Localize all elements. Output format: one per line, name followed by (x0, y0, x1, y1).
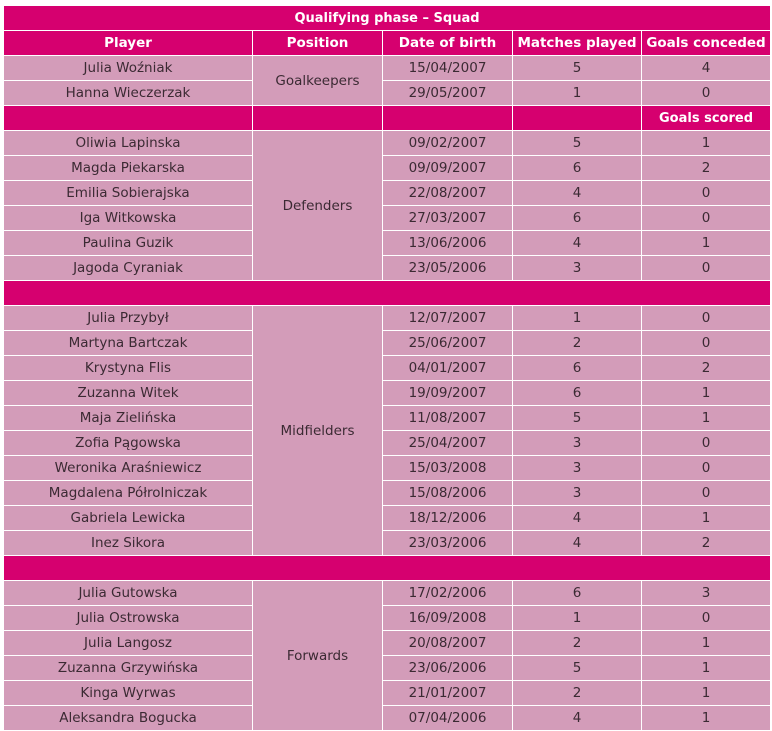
table-row (4, 356, 771, 381)
player-name: Jagoda Cyraniak (4, 256, 253, 281)
matches-played: 6 (513, 156, 642, 181)
table-row (4, 506, 771, 531)
goals-scored: 1 (642, 406, 771, 431)
date-of-birth: 15/08/2006 (383, 481, 513, 506)
goals-scored: 1 (642, 681, 771, 706)
table-row (4, 381, 771, 406)
player-name: Paulina Guzik (4, 231, 253, 256)
table-row (4, 431, 771, 456)
player-name: Zofia Pągowska (4, 431, 253, 456)
player-name: Julia Przybył (4, 306, 253, 331)
matches-played: 6 (513, 206, 642, 231)
table-row (4, 131, 771, 156)
matches-played: 4 (513, 181, 642, 206)
date-of-birth: 25/06/2007 (383, 331, 513, 356)
goals-scored: 2 (642, 156, 771, 181)
player-name: Iga Witkowska (4, 206, 253, 231)
date-of-birth: 09/02/2007 (383, 131, 513, 156)
position-label: Forwards (253, 581, 383, 731)
matches-played: 6 (513, 581, 642, 606)
goals-scored: 1 (642, 506, 771, 531)
table-row (4, 706, 771, 731)
goals-scored: 1 (642, 231, 771, 256)
goals-scored: 0 (642, 431, 771, 456)
date-of-birth: 20/08/2007 (383, 631, 513, 656)
position-label: Defenders (253, 131, 383, 281)
date-of-birth: 09/09/2007 (383, 156, 513, 181)
column-header-row (4, 31, 771, 56)
matches-played: 5 (513, 131, 642, 156)
date-of-birth: 16/09/2008 (383, 606, 513, 631)
matches-played: 1 (513, 306, 642, 331)
group-separator (4, 281, 771, 306)
date-of-birth: 18/12/2006 (383, 506, 513, 531)
goals-scored: 1 (642, 656, 771, 681)
date-of-birth: 17/02/2006 (383, 581, 513, 606)
table-row (4, 606, 771, 631)
position-label: Goalkeepers (253, 56, 383, 106)
player-name: Julia Ostrowska (4, 606, 253, 631)
date-of-birth: 12/07/2007 (383, 306, 513, 331)
matches-played: 3 (513, 431, 642, 456)
date-of-birth: 23/05/2006 (383, 256, 513, 281)
date-of-birth: 25/04/2007 (383, 431, 513, 456)
table-row (4, 656, 771, 681)
group-separator (4, 556, 771, 581)
table-row (4, 256, 771, 281)
player-name: Martyna Bartczak (4, 331, 253, 356)
matches-played: 2 (513, 681, 642, 706)
date-of-birth: 21/01/2007 (383, 681, 513, 706)
table-row (4, 181, 771, 206)
table-row (4, 331, 771, 356)
table-row (4, 231, 771, 256)
goals-scored: 0 (642, 256, 771, 281)
header-spacer-cell (253, 106, 383, 131)
goals-scored: 0 (642, 206, 771, 231)
goals-scored-header-row (4, 106, 771, 131)
position-label: Midfielders (253, 306, 383, 556)
player-name: Julia Woźniak (4, 56, 253, 81)
date-of-birth: 22/08/2007 (383, 181, 513, 206)
table-title-row (4, 6, 771, 31)
matches-played: 2 (513, 631, 642, 656)
table-row (4, 581, 771, 606)
goals-scored: 0 (642, 456, 771, 481)
player-name: Zuzanna Witek (4, 381, 253, 406)
table-row (4, 481, 771, 506)
matches-played: 1 (513, 606, 642, 631)
player-name: Julia Langosz (4, 631, 253, 656)
goals-scored: 3 (642, 581, 771, 606)
header-spacer-cell (4, 106, 253, 131)
goals-scored: 0 (642, 481, 771, 506)
goals-scored: 1 (642, 631, 771, 656)
player-name: Julia Gutowska (4, 581, 253, 606)
goals-scored: 1 (642, 131, 771, 156)
goals-scored: 1 (642, 706, 771, 731)
matches-played: 5 (513, 56, 642, 81)
goals-scored: 1 (642, 381, 771, 406)
goals-scored: 2 (642, 531, 771, 556)
goals-scored: 0 (642, 181, 771, 206)
header-matches-played: Matches played (513, 31, 642, 56)
matches-played: 6 (513, 356, 642, 381)
goals-scored: 0 (642, 331, 771, 356)
table-row (4, 206, 771, 231)
player-name: Hanna Wieczerzak (4, 81, 253, 106)
player-name: Aleksandra Bogucka (4, 706, 253, 731)
player-name: Zuzanna Grzywińska (4, 656, 253, 681)
matches-played: 3 (513, 456, 642, 481)
goals-conceded: 4 (642, 56, 771, 81)
table-row (4, 56, 771, 81)
table-row (4, 156, 771, 181)
matches-played: 4 (513, 706, 642, 731)
date-of-birth: 04/01/2007 (383, 356, 513, 381)
date-of-birth: 15/03/2008 (383, 456, 513, 481)
date-of-birth: 11/08/2007 (383, 406, 513, 431)
date-of-birth: 29/05/2007 (383, 81, 513, 106)
header-position: Position (253, 31, 383, 56)
matches-played: 4 (513, 231, 642, 256)
group-separator-bar (4, 281, 771, 306)
header-spacer-cell (513, 106, 642, 131)
header-goals-conceded: Goals conceded (642, 31, 771, 56)
date-of-birth: 15/04/2007 (383, 56, 513, 81)
table-row (4, 531, 771, 556)
player-name: Kinga Wyrwas (4, 681, 253, 706)
player-name: Magdalena Półrolniczak (4, 481, 253, 506)
table-row (4, 631, 771, 656)
squad-table (3, 5, 771, 731)
player-name: Gabriela Lewicka (4, 506, 253, 531)
matches-played: 5 (513, 406, 642, 431)
player-name: Maja Zielińska (4, 406, 253, 431)
date-of-birth: 23/06/2006 (383, 656, 513, 681)
header-spacer-cell (383, 106, 513, 131)
table-row (4, 81, 771, 106)
table-row (4, 456, 771, 481)
date-of-birth: 27/03/2007 (383, 206, 513, 231)
player-name: Magda Piekarska (4, 156, 253, 181)
table-row (4, 406, 771, 431)
date-of-birth: 13/06/2006 (383, 231, 513, 256)
matches-played: 6 (513, 381, 642, 406)
player-name: Inez Sikora (4, 531, 253, 556)
matches-played: 1 (513, 81, 642, 106)
table-row (4, 306, 771, 331)
matches-played: 2 (513, 331, 642, 356)
matches-played: 4 (513, 506, 642, 531)
player-name: Oliwia Lapinska (4, 131, 253, 156)
matches-played: 4 (513, 531, 642, 556)
player-name: Weronika Araśniewicz (4, 456, 253, 481)
header-player: Player (4, 31, 253, 56)
goals-scored: 0 (642, 306, 771, 331)
table-title: Qualifying phase – Squad (4, 6, 771, 31)
matches-played: 3 (513, 256, 642, 281)
group-separator-bar (4, 556, 771, 581)
goals-scored: 2 (642, 356, 771, 381)
header-date-of-birth: Date of birth (383, 31, 513, 56)
date-of-birth: 23/03/2006 (383, 531, 513, 556)
matches-played: 3 (513, 481, 642, 506)
goals-scored: 0 (642, 606, 771, 631)
player-name: Emilia Sobierajska (4, 181, 253, 206)
date-of-birth: 19/09/2007 (383, 381, 513, 406)
header-goals-scored: Goals scored (642, 106, 771, 131)
matches-played: 5 (513, 656, 642, 681)
goals-conceded: 0 (642, 81, 771, 106)
date-of-birth: 07/04/2006 (383, 706, 513, 731)
player-name: Krystyna Flis (4, 356, 253, 381)
